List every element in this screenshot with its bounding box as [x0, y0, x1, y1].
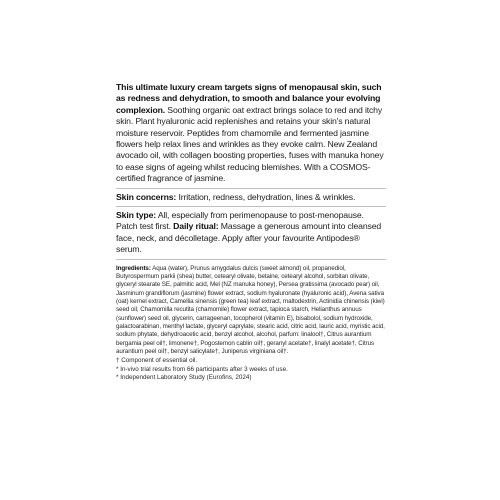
- skin-type: [116, 207, 386, 259]
- skin-type-label: Skin type:: [116, 210, 157, 221]
- footnote-essential-oil: † Component of essential oil.: [116, 357, 198, 365]
- skin-concerns-value: Irritation, redness, dehydration, lines & wrinkles.: [176, 191, 356, 202]
- divider: [116, 259, 386, 260]
- daily-ritual-value: Massage a generous amount into cleansed face, neck, and décolletage. Apply after your favourite Antipodes® serum.: [116, 221, 382, 255]
- skin-concerns: [116, 189, 386, 206]
- skin-type-value: All, especially from perimenopause to post-menopause. Patch test first.: [116, 210, 364, 232]
- description-body: Soothing organic oat extract brings solace to red and itchy skin. Plant hyaluronic acid replenishes and retains your skin's natural moisture reservoir. Peptides from chamomile and fermented jasmine flowers help relax lines and wrinkles as they evoke calm. New Zealand avocado oil, with collagen boosting properties, fuses with manuka honey to ease signs of ageing whilst reducing blemishes. With a COSMOS-certified fragrance of jasmine.: [116, 104, 384, 184]
- ingredients-text: Aqua (water), Prunus amygdalus dulcis (sweet almond) oil, propanediol, Butyrospermum parkii (shea) butter, cetearyl olivate, betaine, cetearyl alcohol, sorbitan olivate, glyceryl stearate SE, palmitic acid, Mel (NZ manuka honey), Persea gratissima (avocado pear) oil, Jasminum grandiflorum (jasmine) flower extract, sodium hyaluronate (hyaluronic acid), Avena sativa (oat) kernel extract, Camellia sinensis (green tea) leaf extract, maltodextrin, Actinidia chinensis (kiwi) seed oil, Chamomilla recutita (chamomile) flower extract, tapioca starch, Helianthus annuus (sunflower) seed oil, glycerin, carrageenan, tocopherol (vitamin E), bisabolol, sodium hydroxide, galactoarabinan, menthyl lactate, glyceryl caprylate, stearic acid, citric acid, lauric acid, myristic acid, sodium phytate, dehydroacetic acid, benzyl alcohol, alcohol, parfum: linalool†, Citrus aurantium bergamia peel oil†, limonene†, Pogostemon cablin oil†, geranyl acetate†, linalyl acetate†, Citrus aurantium peel oil†, benzyl salicylate†, Juniperus virginiana oil†.: [116, 264, 385, 356]
- footnote-in-vivo-trial: * In-vivo trial results from 66 participants after 3 weeks of use.: [116, 365, 288, 373]
- daily-ritual-label: Daily ritual:: [173, 221, 219, 232]
- product-description-block: [116, 82, 386, 383]
- ingredients-list: [116, 265, 386, 357]
- product-description: [116, 82, 386, 185]
- description-lead: This ultimate luxury cream targets signs of menopausal skin, such as redness and dehydration, to smooth and balance your evolving complexion.: [116, 82, 382, 115]
- footnotes: [116, 357, 386, 382]
- footnote-lab-study: * Independent Laboratory Study (Eurofins, 2024): [116, 374, 252, 382]
- ingredients-label: Ingredients:: [116, 264, 151, 272]
- skin-concerns-label: Skin concerns:: [116, 191, 177, 202]
